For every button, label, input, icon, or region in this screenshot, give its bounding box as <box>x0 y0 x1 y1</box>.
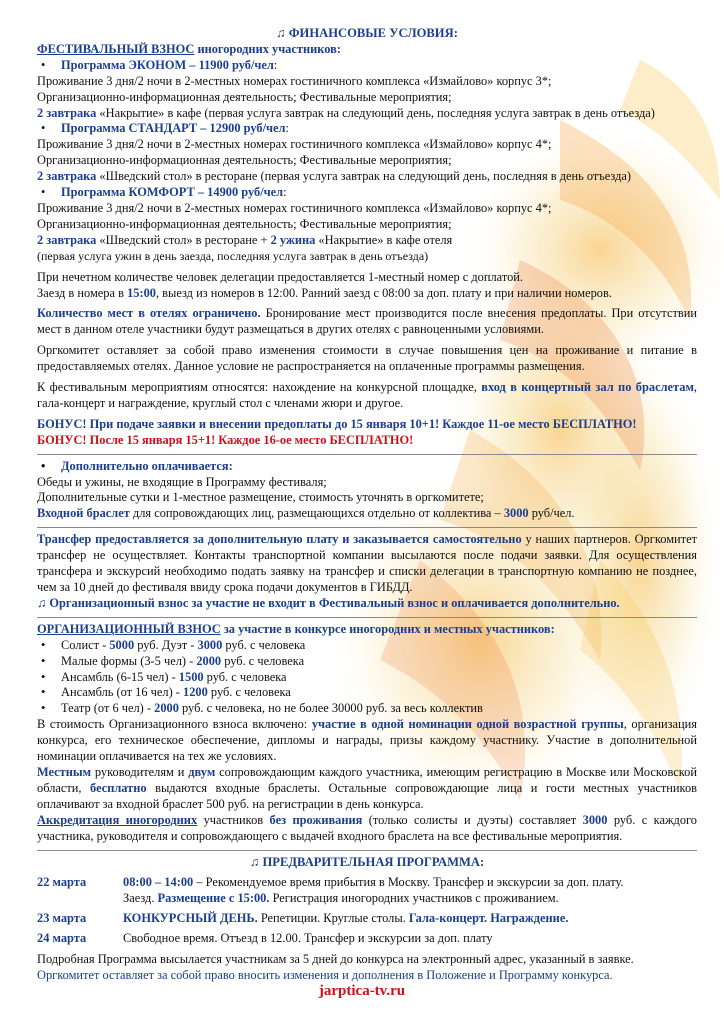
financial-conditions-heading: ♫ ФИНАНСОВЫЕ УСЛОВИЯ: <box>276 26 458 40</box>
comfort-line-2: Организационно-информационная деятельность; Фестивальные мероприятия; <box>37 216 452 231</box>
extra-line-1: Обеды и ужины, не входящие в Программу фестиваля; <box>37 474 327 489</box>
standard-line-1: Проживание 3 дня/2 ночи в 2-местных номерах гостиничного комплекса «Измайлово» корпус 4*; <box>37 137 552 152</box>
schedule-row: 23 марта КОНКУРСНЫЙ ДЕНЬ. Репетиции. Круглые столы. Гала-концерт. Награждение. <box>37 911 569 926</box>
music-note-icon: ♫ <box>249 854 260 869</box>
program-details-note: Подробная Программа высылается участникам за 5 дней до конкурса на электронный адрес, указанный в заявке. <box>37 952 634 967</box>
program-econom: • Программа ЭКОНОМ – 11900 руб/чел: <box>37 58 697 74</box>
accreditation-note: Аккредитация иногородних участников без проживания (только солисты и дуэты) составляет 3000 руб. с каждого участника, руководителя и сопровождающего с выдачей входного браслета на все фестивальные мероприятия. <box>37 812 697 843</box>
comfort-line-1: Проживание 3 дня/2 ночи в 2-местных номерах гостиничного комплекса «Измайлово» корпус 4*; <box>37 200 552 215</box>
website-link[interactable]: jarptica-tv.ru <box>318 983 406 999</box>
standard-meals: 2 завтрака «Шведский стол» в ресторане (первая услуга завтрак на следующий день, последняя в день отъезда) <box>37 169 632 184</box>
music-note-icon: ♫ <box>37 595 47 610</box>
divider <box>37 850 697 851</box>
org-fee-heading: ОРГАНИЗАЦИОННЫЙ ВЗНОС за участие в конкурсе иногородних и местных участников: <box>37 621 555 636</box>
org-fee-item: • Малые формы (3-5 чел) - 2000 руб. с человека <box>37 654 697 670</box>
festival-events-note: К фестивальным мероприятиям относятся: нахождение на конкурсной площадке, вход в концертный зал по браслетам, гала-концерт и награждение, круглый стол с членами жюри и другое. <box>37 380 697 410</box>
extra-payments-heading: • Дополнительно оплачивается: <box>37 459 697 475</box>
document-body <box>37 26 697 984</box>
local-participants-note: Местным руководителям и двум сопровождающим каждого участника, имеющим регистрацию в Москве или Московской области, бесплатно выдаются входные браслеты. Остальные сопровождающие лица и гости местных участников оплачивают за входной браслет 500 руб. на регистрации в день конкурса. <box>37 764 697 811</box>
org-fee-includes: В стоимость Организационного взноса включено: участие в одной номинации одной возрастной группы, организация конкурса, его техническое обеспечение, дипломы и награды, призы каждому участнику. Участие в дополнительной номинации оплачивается на тех же условиях. <box>37 717 697 764</box>
divider <box>37 617 697 618</box>
econom-line-2: Организационно-информационная деятельность; Фестивальные мероприятия; <box>37 89 452 104</box>
festival-fee-heading: ФЕСТИВАЛЬНЫЙ ВЗНОС иногородних участников: <box>37 41 341 56</box>
econom-meals: 2 завтрака «Накрытие» в кафе (первая услуга завтрак на следующий день, последняя услуга завтрак в день отъезда) <box>37 105 655 120</box>
bonus-line-1: БОНУС! При подаче заявки и внесении предоплаты до 15 января 10+1! Каждое 11-ое место БЕСПЛАТНО! <box>37 416 637 431</box>
schedule-date: 23 марта <box>37 911 87 926</box>
schedule-row: 24 марта Свободное время. Отъезд в 12.00. Трансфер и экскурсии за доп. плату <box>37 931 493 946</box>
music-note-icon: ♫ <box>276 26 286 40</box>
org-fee-item: • Солист - 5000 руб. Дуэт - 3000 руб. с человека <box>37 638 697 654</box>
preliminary-program-heading: ♫ ПРЕДВАРИТЕЛЬНАЯ ПРОГРАММА: <box>249 854 485 869</box>
divider <box>37 454 697 455</box>
comfort-meals: 2 завтрака «Шведский стол» в ресторане + 2 ужина «Накрытие» в кафе отеля <box>37 232 453 247</box>
org-fee-item: • Ансамбль (6-15 чел) - 1500 руб. с человека <box>37 670 697 686</box>
standard-line-2: Организационно-информационная деятельность; Фестивальные мероприятия; <box>37 153 452 168</box>
org-fee-item: • Театр (от 6 чел) - 2000 руб. с человека, но не более 30000 руб. за весь коллектив <box>37 701 697 717</box>
econom-line-1: Проживание 3 дня/2 ночи в 2-местных номерах гостиничного комплекса «Измайлово» корпус 3*; <box>37 73 552 88</box>
transfer-note: Трансфер предоставляется за дополнительную плату и заказывается самостоятельно у наших партнеров. Оргкомитет трансфер не осуществляет. Контакты транспортной компании высылаются после подачи заявки. Для осуществления трансфера и экскурсий необходимо подать заявку на трансфер и списки делегации в транспортную компанию не позднее, чем за 10 дней до фестиваля ввиду срока подачи документов в ГИБДД. <box>37 532 697 594</box>
single-room-note: При нечетном количестве человек делегации предоставляется 1-местный номер с доплатой. <box>37 269 524 284</box>
program-rights-note: Оргкомитет оставляет за собой право вносить изменения и дополнения в Положение и Программу конкурса. <box>37 967 613 982</box>
org-fee-separate-note: ♫ Организационный взнос за участие не входит в Фестивальный взнос и оплачивается дополнительно. <box>37 595 620 610</box>
bonus-line-2: БОНУС! После 15 января 15+1! Каждое 16-ое место БЕСПЛАТНО! <box>37 432 414 447</box>
divider <box>37 527 697 528</box>
schedule-date: 22 марта <box>37 875 87 890</box>
extra-line-2: Дополнительные сутки и 1-местное размещение, стоимость уточнять в оргкомитете; <box>37 490 484 505</box>
program-comfort: • Программа КОМФОРТ – 14900 руб/чел: <box>37 185 697 201</box>
schedule-date: 24 марта <box>37 931 87 946</box>
program-standard: • Программа СТАНДАРТ – 12900 руб/чел: <box>37 121 697 137</box>
checkin-note: Заезд в номера в 15:00, выезд из номеров в 12:00. Ранний заезд с 08:00 за доп. плату и при наличии номеров. <box>37 285 612 300</box>
extra-bracelet: Входной браслет для сопровождающих лиц, размещающихся отдельно от коллектива – 3000 руб/чел. <box>37 506 575 521</box>
schedule-row: 22 марта 08:00 – 14:00 – Рекомендуемое время прибытия в Москву. Трансфер и экскурсии за доп. плату. Заезд. Размещение с 15:00. Регистрация иногородних участников с проживанием. <box>37 875 624 906</box>
org-fee-item: • Ансамбль (от 16 чел) - 1200 руб. с человека <box>37 685 697 701</box>
comfort-note: (первая услуга ужин в день заезда, последняя услуга завтрак в день отъезда) <box>37 248 429 263</box>
limited-places-note: Количество мест в отелях ограничено. Бронирование мест производится после внесения предоплаты. При отсутствии мест в данном отеле участники будут размещаться в других отелях с равноценными условиями. <box>37 306 697 337</box>
price-change-note: Оргкомитет оставляет за собой право изменения стоимости в случае повышения цен на проживание и питание в предоставляемых отелях. Данное условие не распространяется на оплаченные программы размещения. <box>37 343 697 374</box>
